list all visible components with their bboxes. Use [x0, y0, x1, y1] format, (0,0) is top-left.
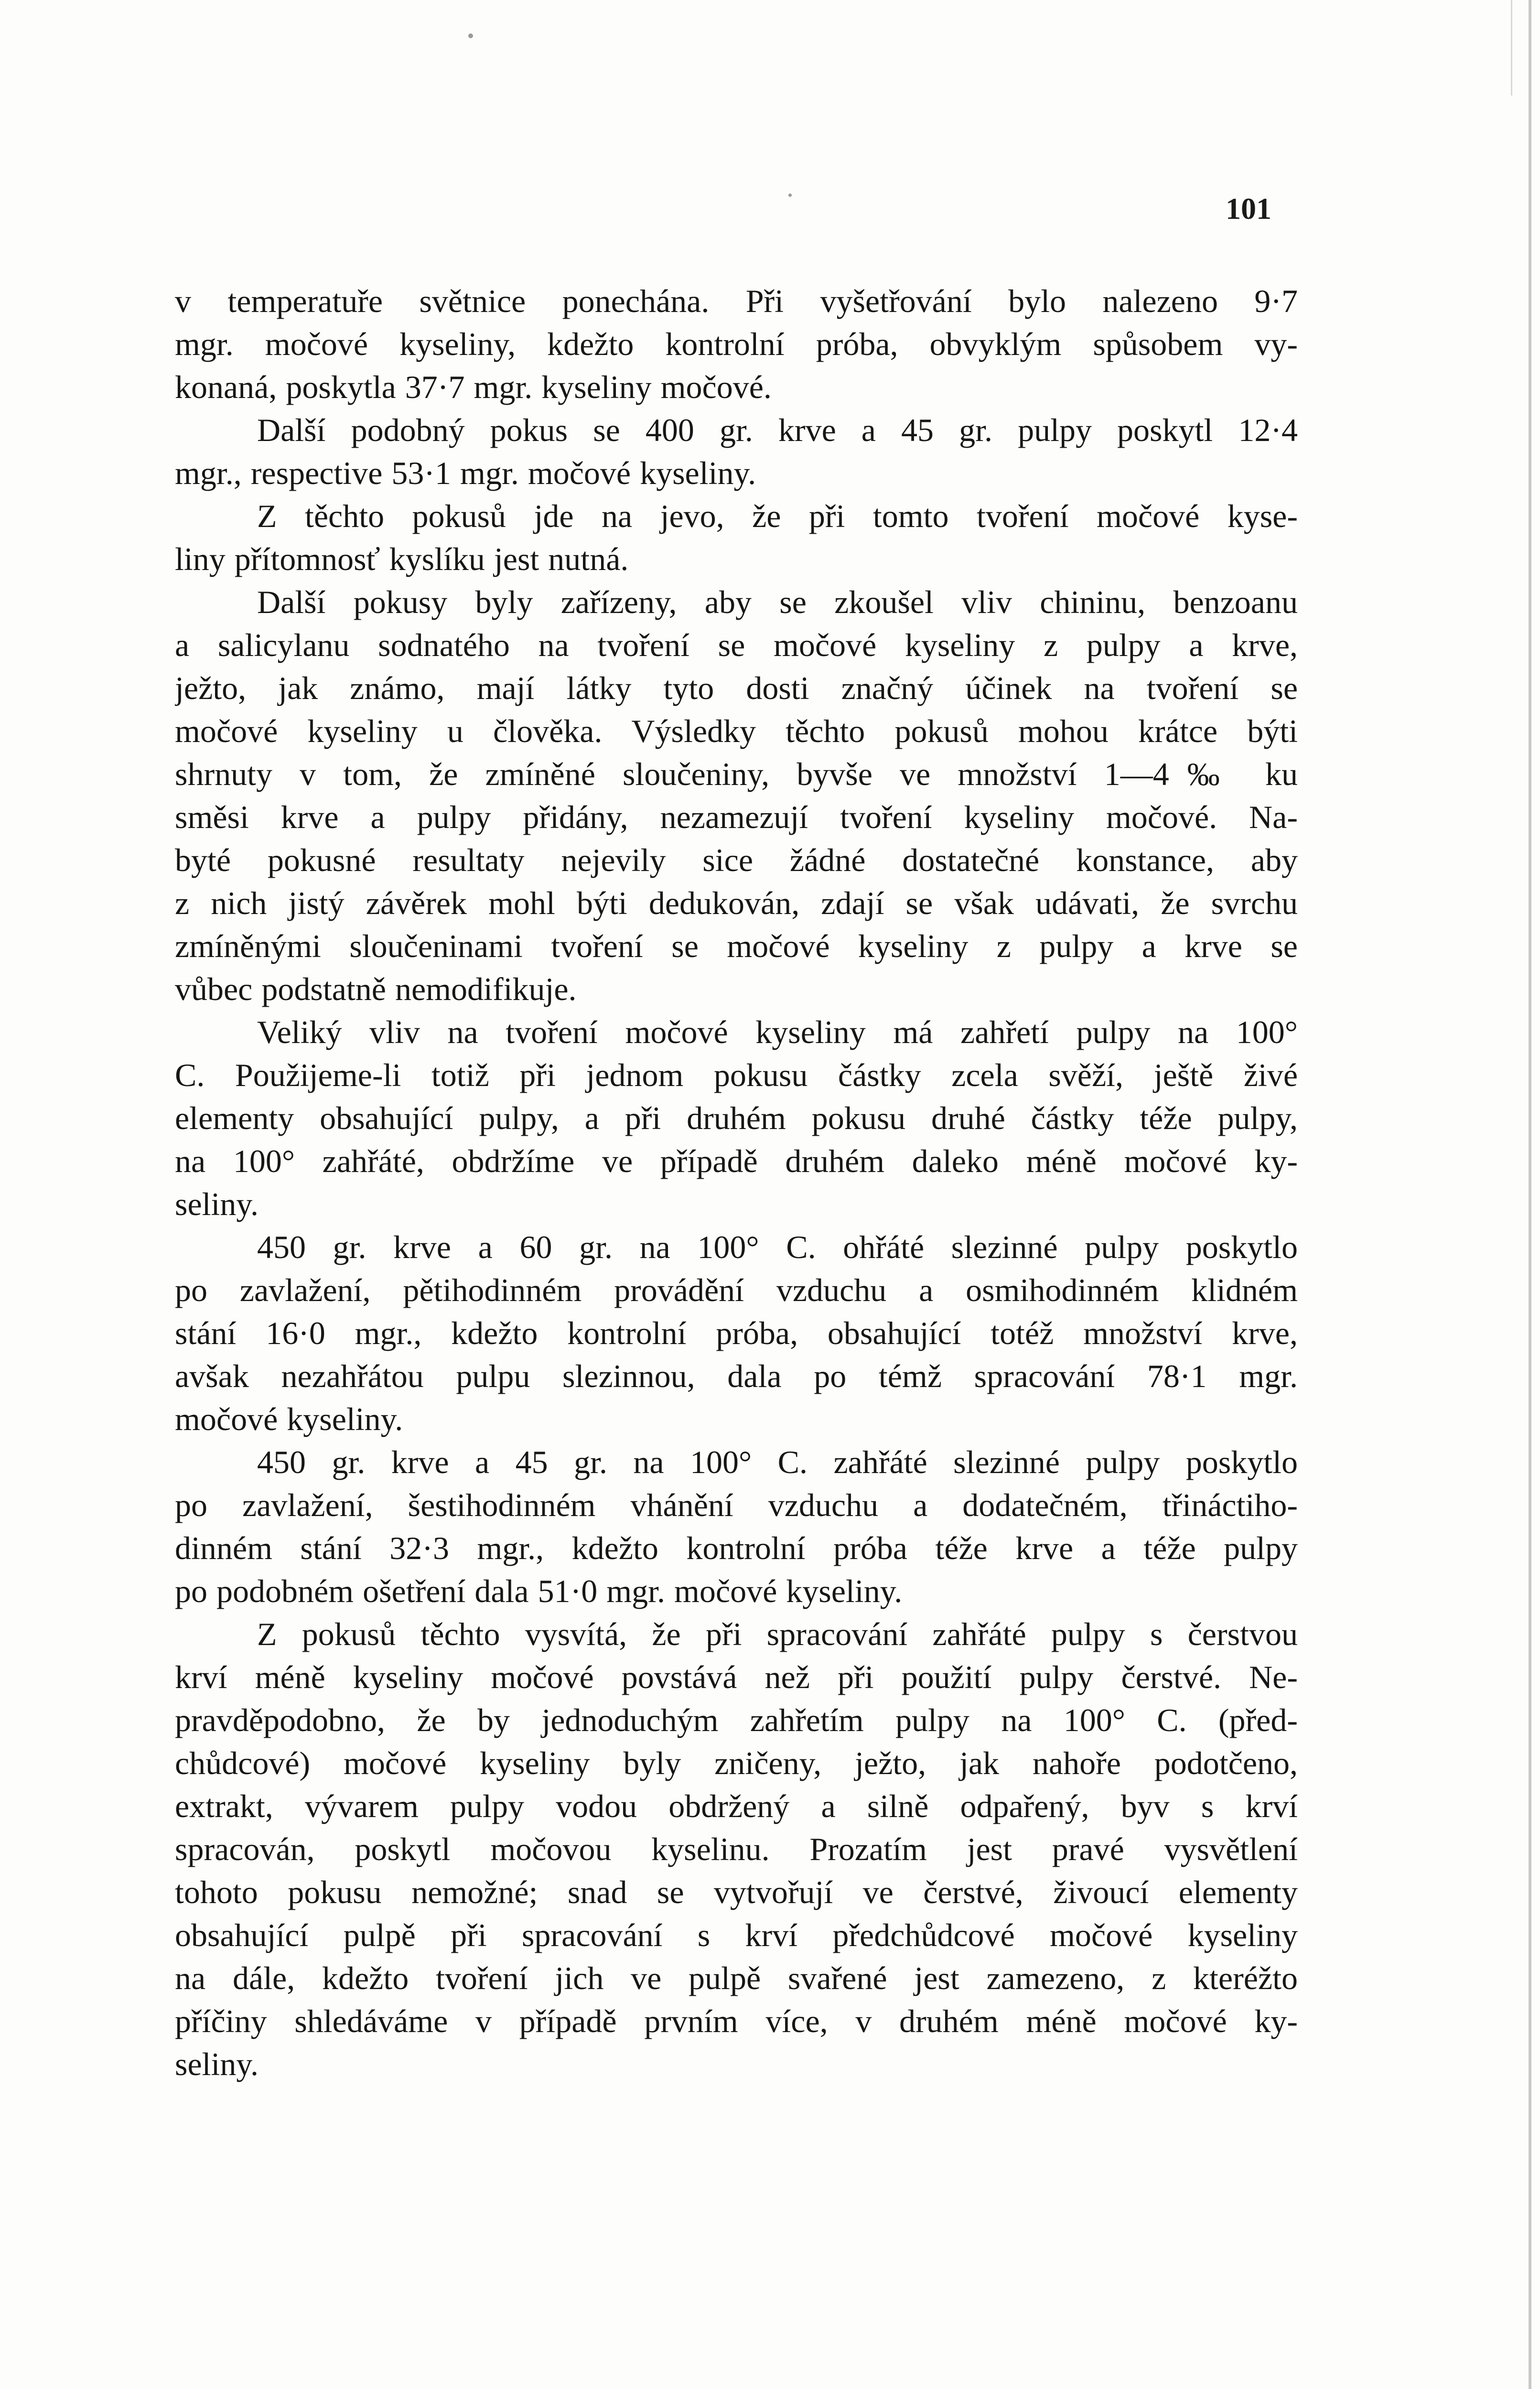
text-line: elementy obsahující pulpy, a při druhém pokusu druhé částky téže pulpy, — [175, 1100, 1298, 1136]
text-line: shrnuty v tom, že zmíněné sloučeniny, byvše ve množství 1—4‰ ku — [175, 756, 1298, 792]
text-line: močové kyseliny. — [175, 1401, 403, 1437]
text-line: konaná, poskytla 37·7 mgr. kyseliny močové. — [175, 369, 772, 405]
text-line: 450 gr. krve a 60 gr. na 100° C. ohřáté slezinné pulpy poskytlo — [257, 1229, 1298, 1265]
text-line: Veliký vliv na tvoření močové kyseliny má zahřetí pulpy na 100° — [257, 1014, 1298, 1050]
text-line: Další pokusy byly zařízeny, aby se zkoušel vliv chininu, benzoanu — [257, 584, 1298, 620]
text-line: extrakt, vývarem pulpy vodou obdržený a silně odpařený, byv s krví — [175, 1788, 1298, 1824]
text-line: krví méně kyseliny močové povstává než při použití pulpy čerstvé. Ne- — [175, 1659, 1298, 1695]
text-line: 450 gr. krve a 45 gr. na 100° C. zahřáté slezinné pulpy poskytlo — [257, 1444, 1298, 1480]
text-line: liny přítomnosť kyslíku jest nutná. — [175, 541, 629, 577]
text-line: dinném stání 32·3 mgr., kdežto kontrolní próba téže krve a téže pulpy — [175, 1530, 1298, 1566]
text-line: obsahující pulpě při spracování s krví předchůdcové močové kyseliny — [175, 1917, 1298, 1953]
text-line: Další podobný pokus se 400 gr. krve a 45 gr. pulpy poskytl 12·4 — [257, 412, 1298, 448]
text-line: v temperatuře světnice ponechána. Při vyšetřování bylo nalezeno 9·7 — [175, 283, 1298, 319]
text-line: chůdcové) močové kyseliny byly zničeny, ježto, jak nahoře podotčeno, — [175, 1745, 1298, 1781]
text-line: mgr., respective 53·1 mgr. močové kyseliny. — [175, 455, 756, 491]
text-line: ježto, jak známo, mají látky tyto dosti značný účinek na tvoření se — [175, 670, 1298, 706]
text-line: příčiny shledáváme v případě prvním více, v druhém méně močové ky- — [175, 2003, 1298, 2039]
text-line: mgr. močové kyseliny, kdežto kontrolní próba, obvyklým spůsobem vy- — [175, 326, 1298, 362]
text-line: po podobném ošetření dala 51·0 mgr. močové kyseliny. — [175, 1573, 903, 1609]
text-line: a salicylanu sodnatého na tvoření se močové kyseliny z pulpy a krve, — [175, 627, 1298, 663]
text-line: byté pokusné resultaty nejevily sice žádné dostatečné konstance, aby — [175, 842, 1298, 878]
text-line: po zavlažení, pětihodinném provádění vzduchu a osmihodinném klidném — [175, 1272, 1298, 1308]
text-line: z nich jistý závěrek mohl býti dedukován, zdají se však udávati, že svrchu — [175, 885, 1298, 921]
scan-speck — [788, 194, 792, 197]
body-text — [175, 280, 1298, 2086]
text-line: Z těchto pokusů jde na jevo, že při tomto tvoření močové kyse- — [257, 498, 1298, 534]
page-number: 101 — [1226, 192, 1271, 226]
page-edge-mark — [1511, 0, 1512, 96]
text-line: na 100° zahřáté, obdržíme ve případě druhém daleko méně močové ky- — [175, 1143, 1298, 1179]
page-edge-shadow — [1529, 0, 1531, 2389]
text-line: seliny. — [175, 1186, 259, 1222]
scan-speck — [468, 33, 473, 38]
text-line: spracován, poskytl močovou kyselinu. Prozatím jest pravé vysvětlení — [175, 1831, 1298, 1867]
text-line: zmíněnými sloučeninami tvoření se močové kyseliny z pulpy a krve se — [175, 928, 1298, 964]
text-line: směsi krve a pulpy přidány, nezamezují tvoření kyseliny močové. Na- — [175, 799, 1298, 835]
text-line: avšak nezahřátou pulpu slezinnou, dala po témž spracování 78·1 mgr. — [175, 1358, 1298, 1394]
text-line: C. Použijeme-li totiž při jednom pokusu částky zcela svěží, ještě živé — [175, 1057, 1298, 1093]
text-line: vůbec podstatně nemodifikuje. — [175, 971, 577, 1007]
text-line: tohoto pokusu nemožné; snad se vytvořují ve čerstvé, živoucí elementy — [175, 1874, 1298, 1910]
text-line: Z pokusů těchto vysvítá, že při spracování zahřáté pulpy s čerstvou — [257, 1616, 1298, 1652]
text-line: pravděpodobno, že by jednoduchým zahřetím pulpy na 100° C. (před- — [175, 1702, 1298, 1738]
text-line: na dále, kdežto tvoření jich ve pulpě svařené jest zamezeno, z kteréžto — [175, 1960, 1298, 1996]
text-line: seliny. — [175, 2046, 259, 2082]
text-line: po zavlažení, šestihodinném vhánění vzduchu a dodatečném, třináctiho- — [175, 1487, 1298, 1523]
text-line: stání 16·0 mgr., kdežto kontrolní próba, obsahující totéž množství krve, — [175, 1315, 1298, 1351]
text-line: močové kyseliny u člověka. Výsledky těchto pokusů mohou krátce býti — [175, 713, 1298, 749]
